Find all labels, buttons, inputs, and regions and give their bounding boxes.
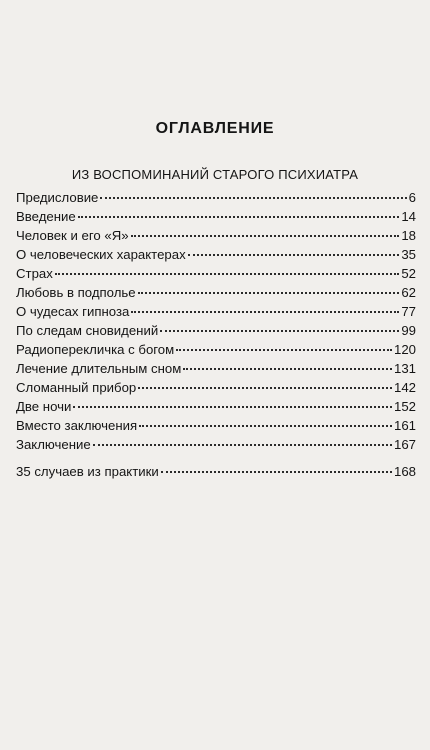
toc-entry <box>16 435 416 454</box>
toc-entry-label: Страх <box>16 266 53 281</box>
toc-entry <box>16 302 416 321</box>
toc-entry-page: 131 <box>393 361 416 376</box>
toc-entry-label: Вместо заключения <box>16 418 138 433</box>
toc-entry-label: Две ночи <box>16 399 72 414</box>
toc-extra <box>16 462 416 481</box>
leader-dots <box>78 216 400 218</box>
leader-dots <box>138 292 400 294</box>
toc-entry-page: 77 <box>401 304 416 319</box>
toc-entry-page: 161 <box>393 418 416 433</box>
toc-entry-page: 52 <box>401 266 416 281</box>
toc-entry-page: 35 <box>401 247 416 262</box>
leader-dots <box>161 471 392 473</box>
toc-entry-page: 18 <box>401 228 416 243</box>
toc-entry <box>16 416 416 435</box>
leader-dots <box>176 349 392 351</box>
toc-entry-label: Введение <box>16 209 76 224</box>
toc-entry <box>16 397 416 416</box>
toc-entry-page: 99 <box>401 323 416 338</box>
leader-dots <box>160 330 399 332</box>
leader-dots <box>139 425 392 427</box>
toc-entry-page: 62 <box>401 285 416 300</box>
toc-title: ОГЛАВЛЕНИЕ <box>155 120 275 137</box>
section-heading: ИЗ ВОСПОМИНАНИЙ СТАРОГО ПСИХИАТРА <box>71 167 359 182</box>
toc-entry-extra <box>16 462 416 481</box>
toc-entry <box>16 245 416 264</box>
toc-entry <box>16 321 416 340</box>
toc-entry-page: 6 <box>408 190 416 205</box>
toc-entry <box>16 188 416 207</box>
leader-dots <box>138 387 392 389</box>
toc-entry-label: Сломанный прибор <box>16 380 137 395</box>
leader-dots <box>188 254 400 256</box>
toc-entry-label: Любовь в подполье <box>16 285 136 300</box>
toc-entry-label: Предисловие <box>16 190 99 205</box>
toc-entry-page: 14 <box>401 209 416 224</box>
toc-entry-label: Радиоперекличка с богом <box>16 342 175 357</box>
toc-entry <box>16 340 416 359</box>
toc-entry <box>16 226 416 245</box>
toc-entry-page: 142 <box>393 380 416 395</box>
toc-entry-label: О чудесах гипноза <box>16 304 130 319</box>
leader-dots <box>55 273 400 275</box>
leader-dots <box>183 368 392 370</box>
leader-dots <box>100 197 406 199</box>
toc-entry-label: О человеческих характерах <box>16 247 186 262</box>
toc-entry-label: Заключение <box>16 437 91 452</box>
toc-entry-page: 152 <box>393 399 416 414</box>
toc-entry-page: 168 <box>393 464 416 479</box>
toc-entry <box>16 378 416 397</box>
toc-entry-label: Человек и его «Я» <box>16 228 129 243</box>
toc-entry-label: 35 случаев из практики <box>16 464 159 479</box>
toc-entry <box>16 359 416 378</box>
leader-dots <box>131 235 400 237</box>
toc-entry <box>16 283 416 302</box>
leader-dots <box>93 444 392 446</box>
leader-dots <box>131 311 399 313</box>
toc-entry <box>16 264 416 283</box>
toc-entry-label: Лечение длительным сном <box>16 361 182 376</box>
toc-entry-label: По следам сновидений <box>16 323 159 338</box>
toc-entry-page: 120 <box>393 342 416 357</box>
toc-list <box>16 188 416 454</box>
toc-entry <box>16 207 416 226</box>
toc-entry-page: 167 <box>393 437 416 452</box>
leader-dots <box>73 406 392 408</box>
